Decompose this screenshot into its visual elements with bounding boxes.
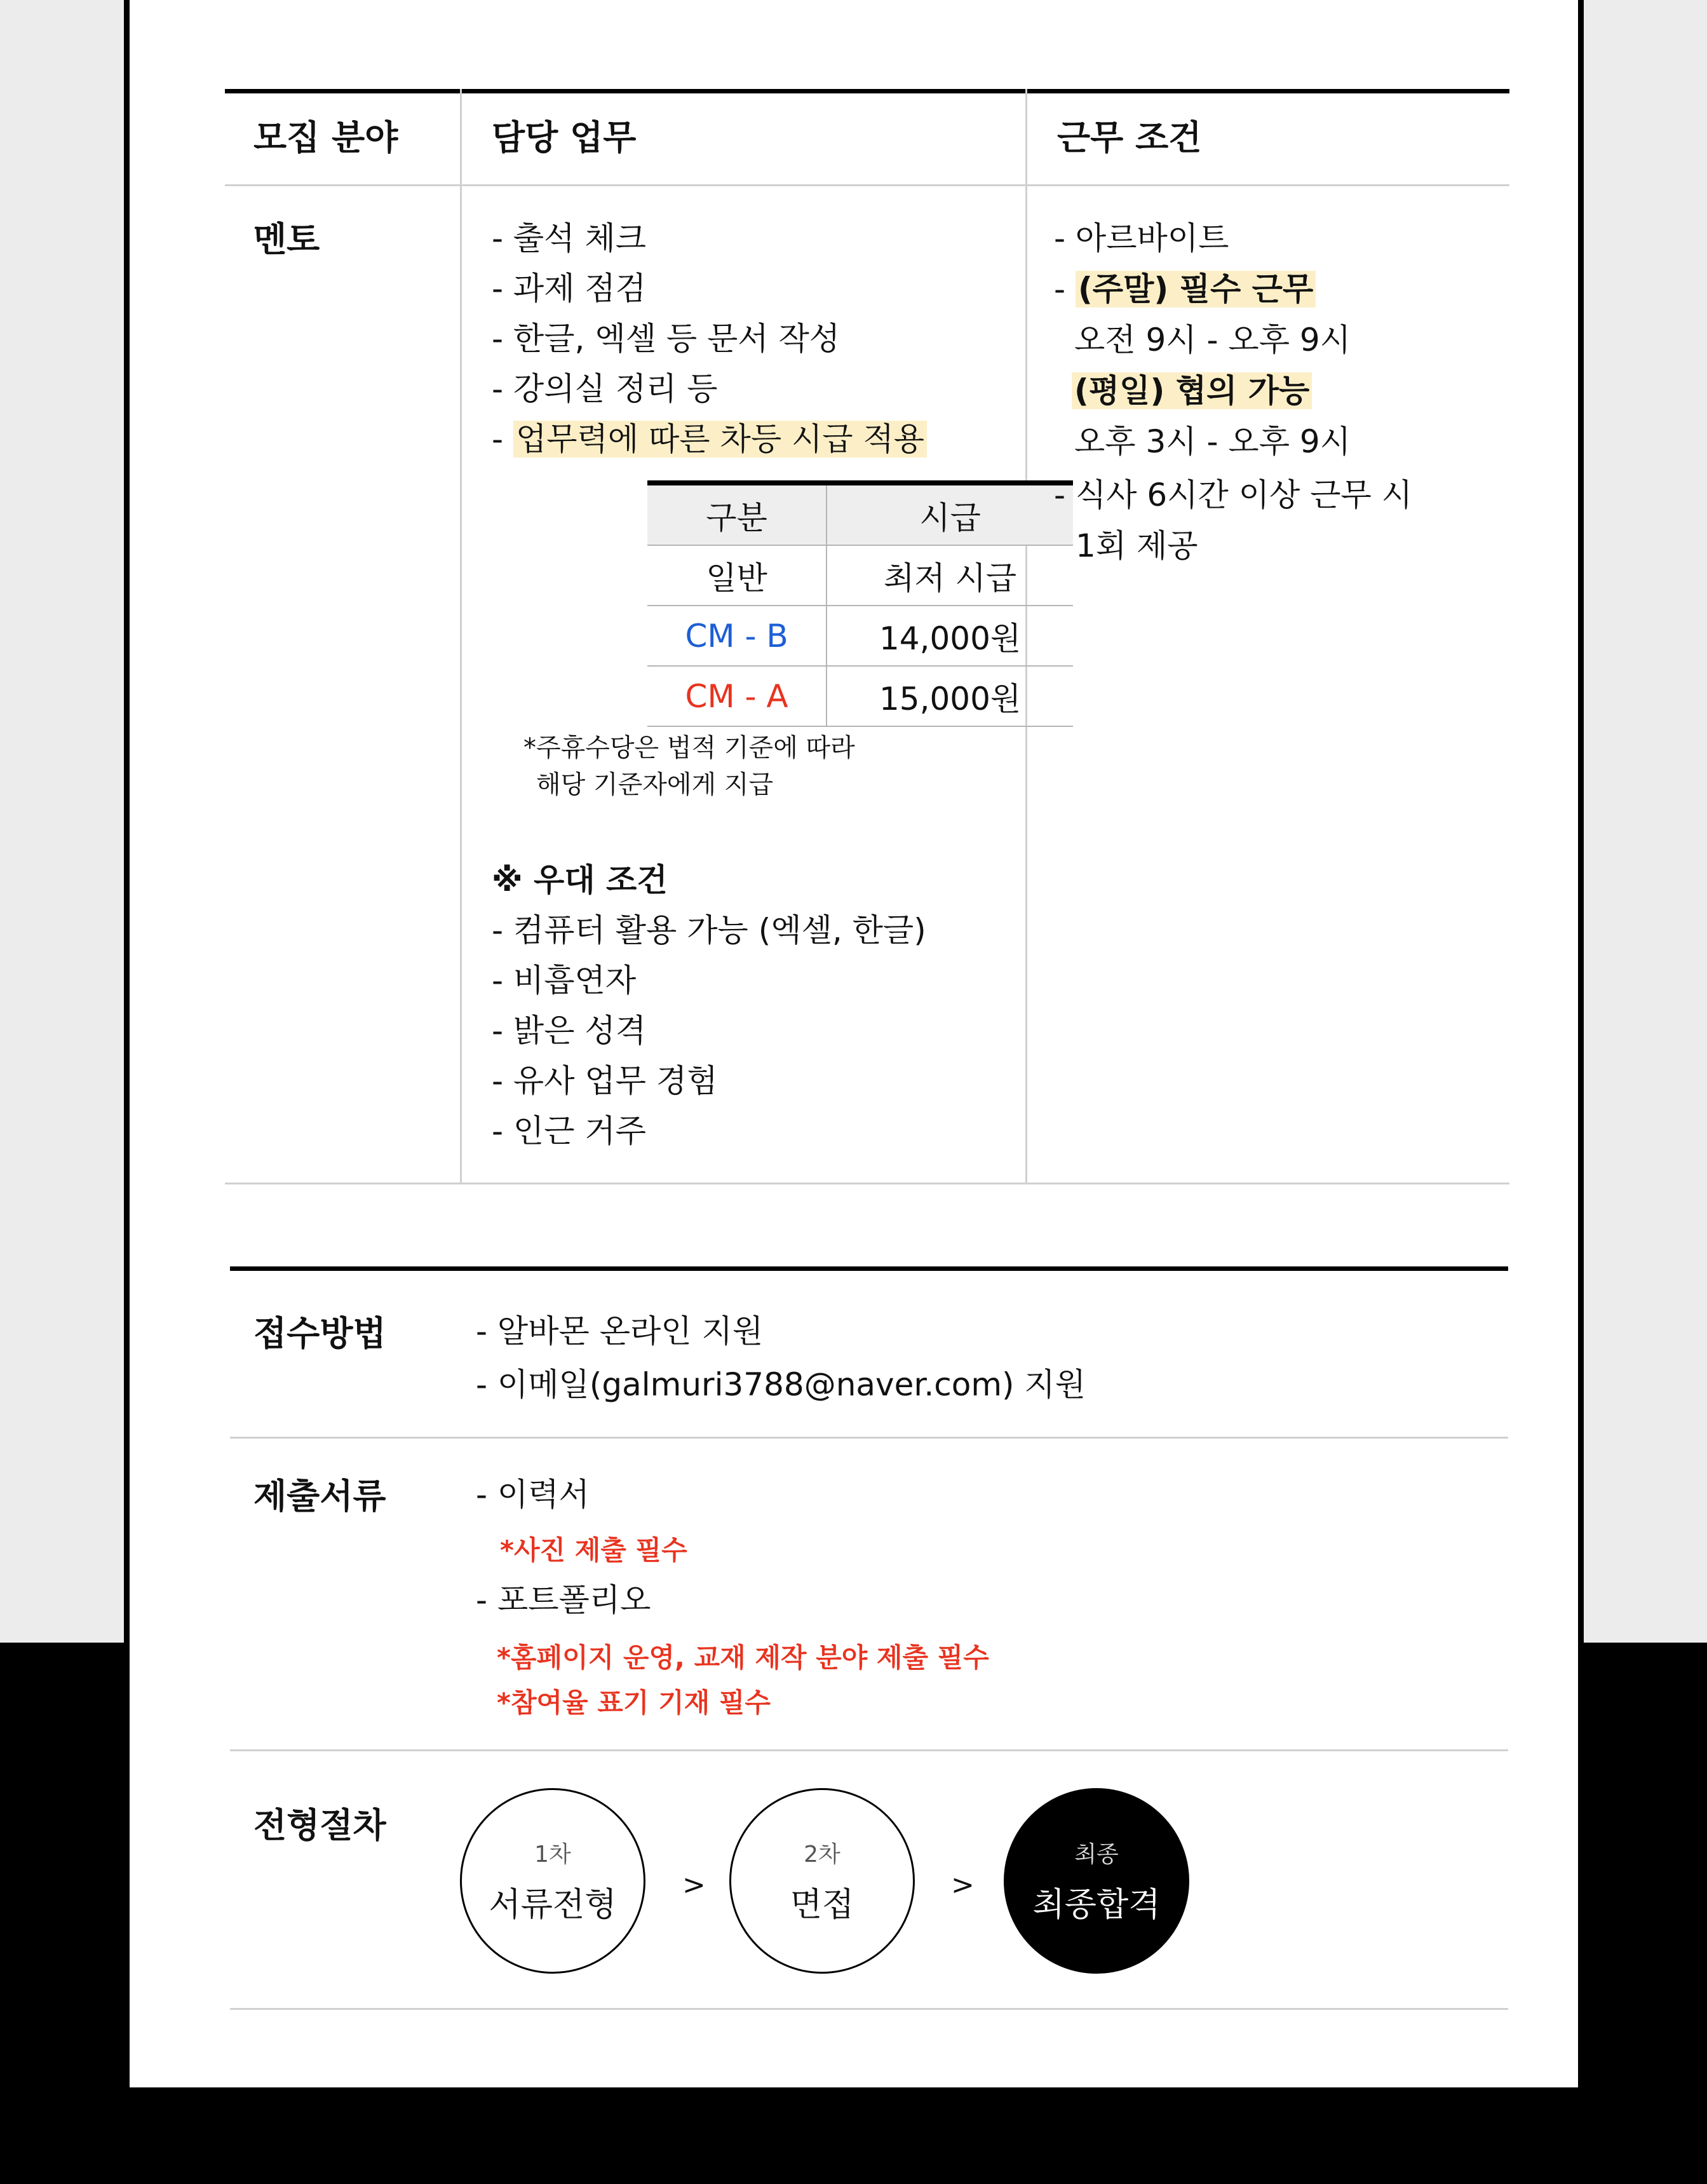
wage-header-grade: 구분	[647, 483, 827, 545]
wage-grade: CM - A	[647, 666, 827, 726]
duty-item: - 강의실 정리 등	[492, 370, 718, 407]
step-final-pass	[1004, 1788, 1189, 1974]
preferred-item: - 인근 거주	[492, 1113, 647, 1150]
condition-prefix: -	[1054, 271, 1076, 308]
condition-meal-2: 1회 제공	[1076, 527, 1198, 564]
process-label: 전형절차	[253, 1805, 386, 1845]
duties-list	[492, 220, 927, 458]
wage-header-wage: 시급	[827, 483, 1073, 545]
step-arrow: >	[951, 1869, 975, 1901]
preferred-item: - 밝은 성격	[492, 1012, 647, 1049]
weekday-label: (평일) 협의 가능	[1072, 372, 1312, 409]
preferred-item: - 비흡연자	[492, 962, 637, 999]
duty-item-wage	[492, 421, 927, 458]
step-document-screening	[460, 1788, 645, 1974]
step-number: 2차	[804, 1841, 840, 1868]
header-conditions: 근무 조건	[1057, 118, 1202, 158]
field-mentor: 멘토	[253, 219, 320, 259]
header-field: 모집 분야	[253, 118, 398, 158]
duty-prefix: -	[492, 421, 513, 458]
step-name: 최종합격	[1032, 1886, 1161, 1924]
duty-item: - 과제 점검	[492, 270, 647, 307]
recruit-table-top-border	[225, 89, 1509, 93]
recruit-col-divider-1	[460, 89, 462, 1184]
docs-label: 제출서류	[253, 1476, 386, 1516]
doc-resume: - 이력서	[476, 1476, 590, 1513]
method-label: 접수방법	[253, 1313, 386, 1353]
wage-note-line: 해당 기준자에게 지급	[536, 770, 774, 799]
wage-note	[523, 729, 855, 803]
conditions-list	[1054, 222, 1412, 562]
preferred-list	[492, 864, 926, 1165]
doc-portfolio-note: *참여율 표기 기재 필수	[497, 1687, 771, 1718]
apply-divider-2	[230, 1749, 1508, 1751]
condition-meal: - 식사 6시간 이상 근무 시	[1054, 477, 1413, 513]
duty-item: - 출석 체크	[492, 220, 647, 257]
preferred-title: ※ 우대 조건	[492, 862, 668, 899]
step-number: 1차	[534, 1841, 571, 1868]
condition-type: - 아르바이트	[1054, 220, 1229, 257]
step-name: 서류전형	[489, 1886, 617, 1924]
step-number: 최종	[1074, 1841, 1119, 1868]
preferred-item: - 컴퓨터 활용 가능 (엑셀, 한글)	[492, 912, 926, 949]
wage-grade: 일반	[647, 545, 827, 606]
wage-value: 15,000원	[827, 666, 1073, 726]
apply-top-border	[230, 1266, 1508, 1271]
method-item: - 알바몬 온라인 지원	[476, 1313, 764, 1350]
wage-table	[647, 480, 1073, 727]
condition-weekend	[1054, 273, 1412, 324]
table-row	[647, 545, 1073, 606]
condition-weekday	[1054, 372, 1412, 426]
wage-grade: CM - B	[647, 606, 827, 666]
step-name: 면접	[790, 1886, 854, 1924]
method-list	[476, 1315, 1086, 1401]
doc-resume-note: *사진 제출 필수	[500, 1535, 687, 1566]
preferred-item: - 유사 업무 경험	[492, 1062, 718, 1099]
doc-portfolio: - 포트폴리오	[476, 1582, 651, 1618]
weekend-label: (주말) 필수 근무	[1076, 271, 1316, 308]
weekend-hours: 오전 9시 - 오후 9시	[1074, 322, 1351, 358]
wage-table-header-row	[647, 483, 1073, 545]
recruit-table-bottom-border	[225, 1183, 1509, 1184]
header-duties: 담당 업무	[492, 118, 637, 158]
wage-note-line: *주휴수당은 법적 기준에 따라	[523, 733, 855, 763]
apply-bottom-border	[230, 2008, 1508, 2010]
method-item: - 이메일(galmuri3788@naver.com) 지원	[476, 1366, 1086, 1403]
duty-highlight: 업무력에 따른 차등 시급 적용	[513, 421, 927, 458]
step-interview	[729, 1788, 915, 1974]
wage-value: 최저 시급	[827, 545, 1073, 606]
doc-portfolio-note: *홈페이지 운영, 교재 제작 분야 제출 필수	[497, 1642, 989, 1673]
step-arrow: >	[682, 1869, 706, 1901]
duty-item: - 한글, 엑셀 등 문서 작성	[492, 320, 840, 357]
job-posting-sheet	[124, 0, 1584, 2087]
apply-divider-1	[230, 1437, 1508, 1439]
table-row	[647, 666, 1073, 726]
weekday-hours: 오후 3시 - 오후 9시	[1074, 423, 1351, 460]
table-row	[647, 606, 1073, 666]
recruit-header-divider	[225, 184, 1509, 186]
wage-value: 14,000원	[827, 606, 1073, 666]
